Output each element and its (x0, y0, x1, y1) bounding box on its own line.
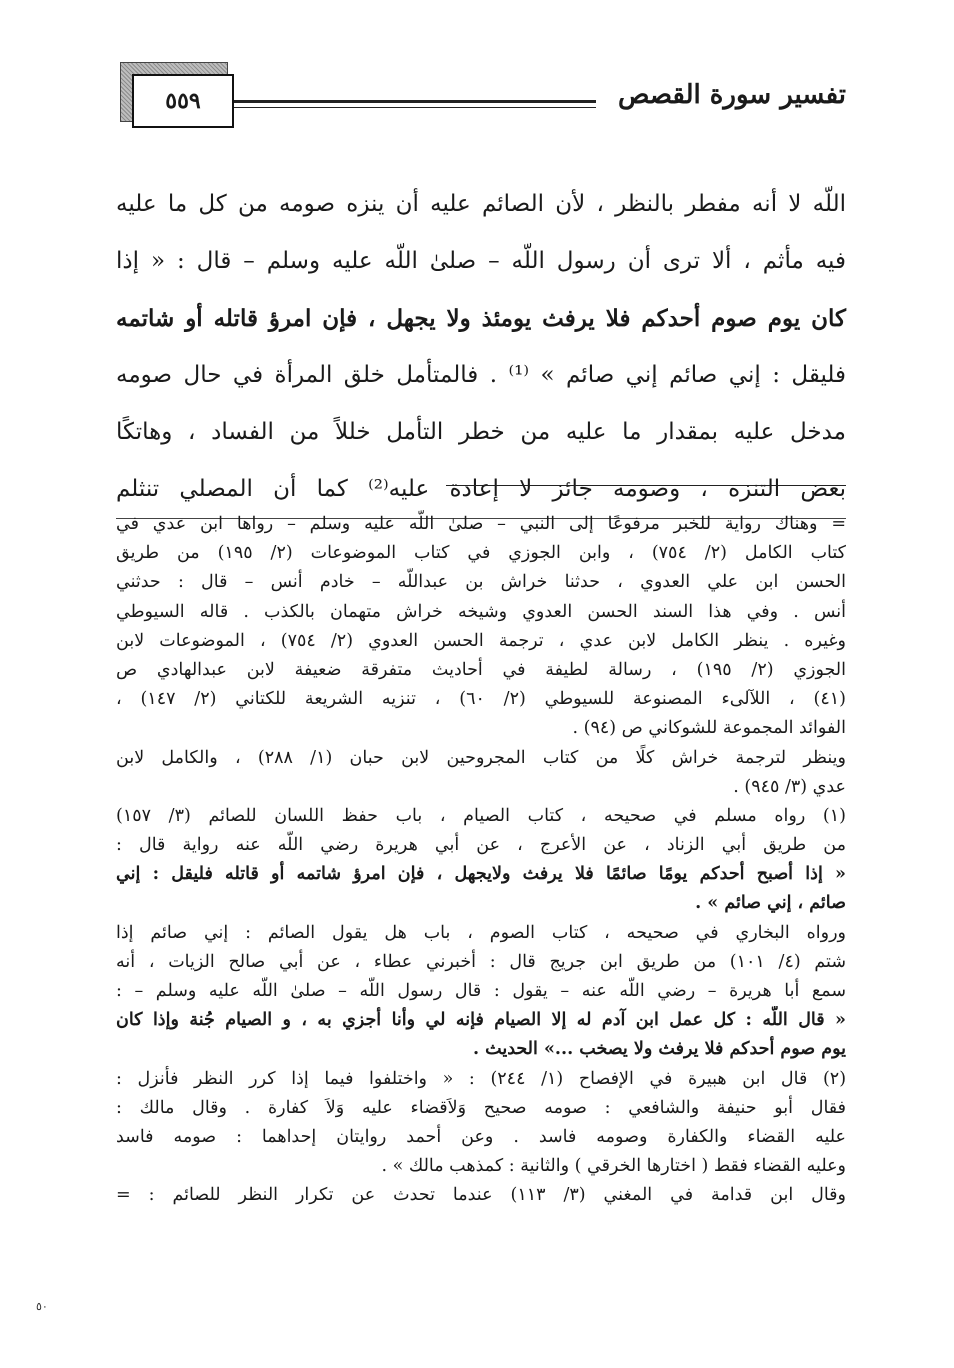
footnote-line: عدي (٣/ ٩٤٥) . (733, 776, 846, 797)
footnote-line: من طريق أبي الزناد ، عن الأعرج ، عن أبي هريرة رضي اللّه عنه رواية قال : (116, 835, 846, 856)
footnote-line: فقال أبو حنيفة والشافعي : صومه صحيح وَلاَقضاء عليه وَلاَ كفارة . وقال مالك : (116, 1097, 846, 1118)
page-number: ٥٥٩ (132, 74, 234, 128)
footnote-line: وينظر لترجمة خراش كلًا من كتاب المجروحين لابن حبان (١/ ٢٨٨) ، والكامل لابن (116, 747, 846, 768)
footnotes (116, 510, 846, 1211)
footnote-line: ورواه البخاري في صحيحه ، كتاب الصوم ، باب هل يقول الصائم : إني صائم إذا (116, 922, 846, 943)
footnote-hadith-line: « إذا أصبح أحدكم يومًا صائمًا فلا يرفث ولايجهل ، فإن امرؤ شاتمه أو قاتله فليقل : إني (116, 864, 846, 885)
printer-mark: ٥٠ (36, 1300, 48, 1313)
footnote-line: أنس . وفي هذا السند الحسن العدوي وشيخه خراش متهمان بالكذب . قاله السيوطي (116, 601, 846, 622)
body-line: فليقل : إني صائم إني صائم » ⁽¹⁾ . فالمتأمل خلق المرأة في حال صومه (116, 362, 847, 388)
footnote-2: (٢) قال ابن هبيرة في الإفصاح (١/ ٢٤٤) : « واختلفوا فيما إذا كرر النظر فأنزل : (116, 1068, 846, 1089)
main-body-text (116, 176, 846, 519)
footnote-line: وغيره . ينظر الكامل لابن عدي ، ترجمة الحسن العدوي (٢/ ٧٥٤) ، الموضوعات لابن (116, 630, 846, 651)
body-line: فيه مأثم ، ألا ترى أن رسول اللّه – صلىٰ اللّه عليه وسلم – قال : « إذا (116, 248, 846, 274)
footnote-line: عليه القضاء والكفارة وصومه فاسد . وعن أحمد روايتان إحداهما : صومه فاسد (116, 1126, 846, 1147)
body-line-hadith: كان يوم صوم أحدكم فلا يرفث يومئذ ولا يجهل ، فإن امرؤ قاتله أو شاتمه (116, 305, 846, 332)
body-line: بعض التنزه ، وصومه جائز لا إعادة عليه⁽²⁾ كما أن المصلي تنثلم (116, 461, 846, 519)
footnote-line: الجوزي (٢/ ١٩٥) ، رسالة لطيفة في أحاديث متفرقة ضعيفة لابن عبدالهادي ص (116, 659, 846, 680)
body-line: مدخل عليه بمقدار ما عليه من خطر التأمل خللاً من الفساد ، وهاتكًا (116, 419, 846, 445)
footnote-line: (٤١) ، اللآلىء المصنوعة للسيوطي (٢/ ٦٠) ، تنزيه الشريعة للكتاني (٢/ ١٤٧) ، (116, 689, 846, 710)
footnote-line: الحسن ابن علي العدوي ، حدثنا خراش بن عبداللّه – خادم أنس – قال : حدثني (116, 572, 846, 593)
footnote-line: كتاب الكامل (٢/ ٧٥٤) ، وابن الجوزي في كتاب الموضوعات (٢/ ١٩٥) من طريق (116, 543, 846, 564)
footnote-hadith-line: يوم صوم أحدكم فلا يرفث ولا يصخب ...» الحديث . (472, 1039, 846, 1060)
footnote-line: وعليه القضاء فقط ( اختارها الخرقي ) والثانية : كمذهب مالك » . (381, 1156, 846, 1177)
footnote-line: الفوائد المجموعة للشوكاني ص (٩٤) . (572, 718, 846, 739)
body-line: اللّه لا أنه مفطر بالنظر ، لأن الصائم عليه أن ينزه صومه من كل ما عليه (116, 191, 846, 217)
page-number-frame (120, 62, 234, 130)
footnote-line: وقال ابن قدامة في المغني (٣/ ١١٣) عندما تحدث عن تكرار النظر للصائم : = (116, 1185, 846, 1206)
footnote-separator (446, 485, 846, 486)
running-header-title: تفسير سورة القصص (618, 80, 846, 110)
header-rule (232, 100, 596, 108)
footnote-hadith-line: صائم ، إني صائم » . (695, 893, 846, 914)
footnote-line: سمع أبا هريرة – رضي اللّه عنه – يقول : قال رسول اللّه – صلىٰ اللّه عليه وسلم – : (116, 981, 846, 1001)
footnote-hadith-line: « قال اللّه : كل عمل ابن آدم له إلا الصيام فإنه لي وأنا أجزي به ، و الصيام جُنة وإذا كان (116, 1010, 846, 1031)
footnote-line: شتم (٤/ ١٠١) من طريق ابن جريج قال : أخبرني عطاء ، عن أبي صالح الزيات ، أنه (116, 951, 846, 972)
footnote-line: = وهناك رواية للخبر مرفوعًا إلى النبي – صلىٰ اللّه عليه وسلم – رواها ابن عدي في (116, 514, 846, 534)
footnote-1: (١) رواه مسلم في صحيحه ، كتاب الصيام ، باب حفظ اللسان للصائم (٣/ ١٥٧) (116, 805, 846, 826)
